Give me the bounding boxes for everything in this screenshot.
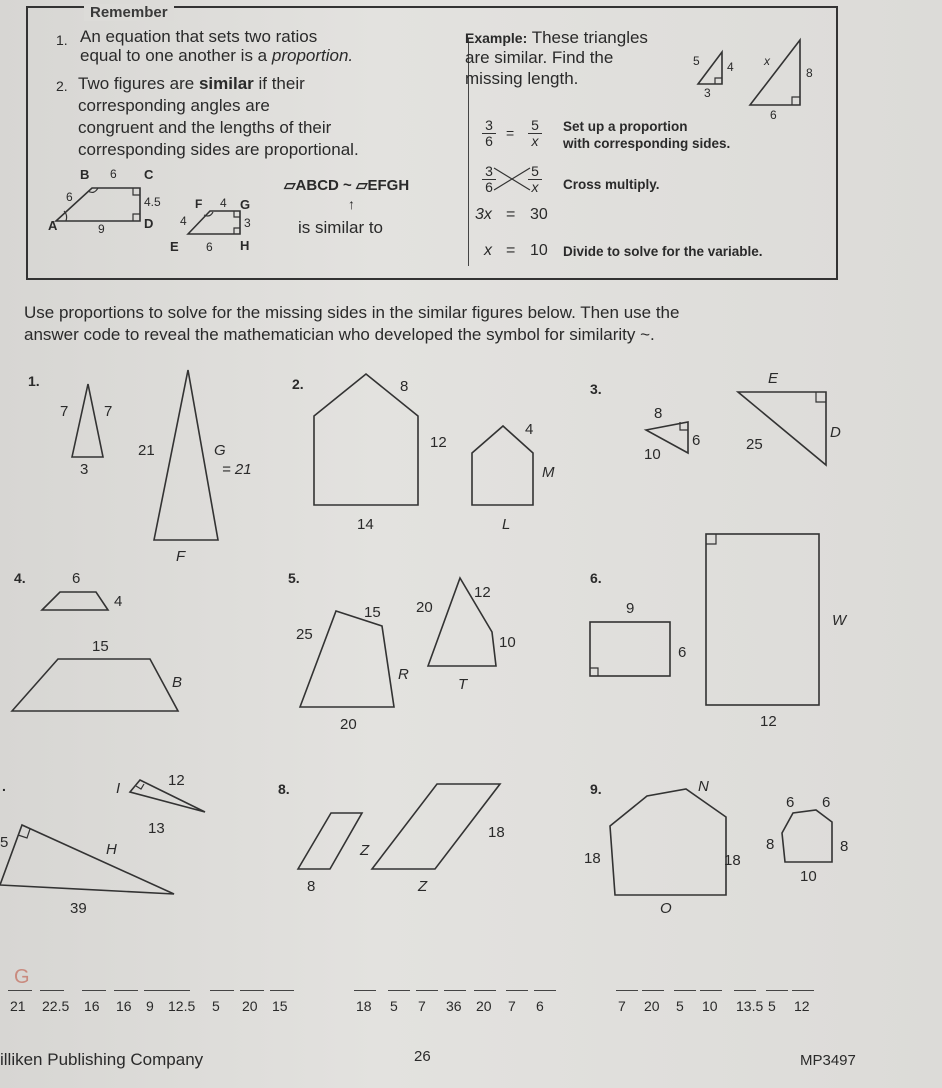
p9-label-e: 6	[786, 794, 795, 811]
p8-label-z-large: Z	[418, 878, 428, 895]
p6-large-rectangle	[706, 534, 819, 705]
answer-code-value: 15	[272, 998, 288, 1014]
example-tri2-a: x	[764, 54, 770, 68]
similarity-statement: ▱ABCD ~ ▱EFGH	[284, 177, 410, 194]
step1-a-denominator: 6	[482, 133, 496, 149]
item2-number: 2.	[56, 78, 68, 94]
p9-label-c: 18	[724, 852, 741, 869]
p2-label-l: L	[502, 516, 511, 533]
answer-blank	[700, 990, 722, 992]
example-line3: missing length.	[465, 69, 579, 88]
step3-right: 30	[530, 206, 548, 223]
p1-label-g: G	[214, 442, 226, 459]
p5-label-e: 12	[474, 584, 491, 601]
p9-label-g: 8	[766, 836, 775, 853]
p1-small-triangle	[72, 384, 103, 457]
p9-large-pentagon	[610, 789, 726, 895]
example-tri1-b: 4	[727, 60, 734, 74]
label-abcd-top: 6	[110, 167, 117, 181]
example-tri2-b: 8	[806, 66, 813, 80]
answer-blank	[506, 990, 528, 992]
step4-left: x	[484, 242, 492, 259]
label-abcd-right: 4.5	[144, 195, 161, 209]
p9-label-n: N	[698, 778, 709, 795]
p4-label-bvar: B	[172, 674, 183, 691]
p4-small-trapezoid	[42, 592, 108, 610]
label-efgh-top: 4	[220, 196, 227, 210]
label-c: C	[144, 167, 154, 182]
answer-blank	[616, 990, 638, 992]
example-triangle-small	[698, 52, 722, 84]
p8-large-parallelogram	[372, 784, 500, 869]
p6-label-a: 9	[626, 600, 635, 617]
item2-text-a: Two figures are	[78, 74, 199, 93]
answer-blank	[792, 990, 814, 992]
answer-code-value: 20	[242, 998, 258, 1014]
p9-small-pentagon	[782, 810, 832, 862]
label-g: G	[240, 197, 251, 212]
answer-blank	[114, 990, 138, 992]
step1-a-numerator: 3	[485, 117, 493, 133]
label-b: B	[80, 167, 90, 182]
answer-code-value: 5	[676, 998, 684, 1014]
answer-code-value: 13.5	[736, 998, 764, 1014]
answer-code-value: 7	[418, 998, 426, 1014]
answer-code-value: 9	[146, 998, 154, 1014]
p8-label-a: 18	[488, 824, 505, 841]
label-efgh-bottom: 6	[206, 240, 213, 254]
right-angle-d	[133, 214, 140, 221]
item2-line2: corresponding angles are	[78, 96, 270, 115]
similarity-arrow: ↑	[348, 196, 355, 212]
p3-label-e: E	[768, 370, 779, 387]
answer-code-value: 6	[536, 998, 544, 1014]
answer-blank	[354, 990, 376, 992]
example-line1-text: These triangles	[531, 28, 648, 47]
p3-label-25: 25	[746, 436, 763, 453]
answer-code-value: 16	[84, 998, 100, 1014]
p9-label-b: 18	[584, 850, 601, 867]
remember-title: Remember	[84, 4, 174, 21]
problem-2-number: 2.	[292, 376, 304, 392]
footer-publisher: illiken Publishing Company	[0, 1050, 204, 1069]
p8-label-c: 8	[307, 878, 316, 895]
label-abcd-left: 6	[66, 190, 73, 204]
p1-label-c: 3	[80, 461, 89, 478]
answer-code-value: 10	[702, 998, 718, 1014]
p5-label-b: 25	[296, 626, 313, 643]
answer-blank	[642, 990, 664, 992]
p5-label-t: T	[458, 676, 468, 693]
footer-code: MP3497	[800, 1052, 856, 1069]
problem-6-number: 6.	[590, 570, 602, 586]
p3-large-triangle	[738, 392, 826, 465]
example-triangle-large	[750, 40, 800, 105]
answer-blank	[40, 990, 64, 992]
p2-small-pentagon	[472, 426, 533, 505]
p5-label-r: R	[398, 666, 409, 683]
answer-code-value: 21	[10, 998, 26, 1014]
p3-large-right-angle	[816, 392, 826, 402]
step4-equals: =	[506, 242, 516, 259]
right-angle-h	[234, 228, 240, 234]
p5-label-f: 10	[499, 634, 516, 651]
answer-code-value: 16	[116, 998, 132, 1014]
p1-label-a: 7	[60, 403, 69, 420]
p5-label-a: 15	[364, 604, 381, 621]
label-efgh-left: 4	[180, 214, 187, 228]
answer-code-value: 18	[356, 998, 372, 1014]
p2-label-m: M	[542, 464, 555, 481]
problem-4-number: 4.	[14, 570, 26, 586]
example-label: Example:	[465, 30, 528, 46]
p3-label-d: D	[830, 424, 841, 441]
p1-label-g-value: = 21	[222, 461, 252, 478]
item1-line1: An equation that sets two ratios	[80, 27, 318, 46]
instructions-line1: Use proportions to solve for the missing sides in the similar figures below. Then use the	[24, 303, 680, 322]
p2-label-d: 4	[525, 421, 534, 438]
p4-large-trapezoid	[12, 659, 178, 711]
label-a: A	[48, 218, 58, 233]
p6-small-rectangle	[590, 622, 670, 676]
step4-right: 10	[530, 242, 548, 259]
p4-label-a: 6	[72, 570, 81, 587]
problem-1-number: 1.	[28, 373, 40, 389]
answer-blank	[210, 990, 234, 992]
p8-small-parallelogram	[298, 813, 362, 869]
answer-code-value: 12.5	[168, 998, 196, 1014]
answer-blank	[82, 990, 106, 992]
p2-label-c: 14	[357, 516, 374, 533]
p7-label-b: 12	[168, 772, 185, 789]
step1-b-numerator: 5	[531, 117, 539, 133]
label-efgh-right: 3	[244, 216, 251, 230]
answer-blank	[766, 990, 788, 992]
answer-code-value: 5	[390, 998, 398, 1014]
p5-label-d: 20	[416, 599, 433, 616]
p2-label-a: 8	[400, 378, 409, 395]
step4-note: Divide to solve for the variable.	[563, 244, 763, 259]
step2-b-numerator: 5	[531, 163, 539, 179]
p6-small-right-angle	[590, 668, 598, 676]
p7-label-h: H	[106, 841, 117, 858]
answer-code-value: 22.5	[42, 998, 70, 1014]
p1-label-b: 7	[104, 403, 113, 420]
answer-filled-letter: G	[14, 966, 30, 988]
answer-blank	[270, 990, 294, 992]
p1-label-f: F	[176, 548, 186, 565]
step1-equals: =	[506, 125, 515, 141]
step1-note1: Set up a proportion	[563, 119, 688, 134]
p4-label-c: 15	[92, 638, 109, 655]
answer-blank	[8, 990, 32, 992]
problem-3-number: 3.	[590, 381, 602, 397]
p6-label-d: 12	[760, 713, 777, 730]
p9-label-i: 10	[800, 868, 817, 885]
answer-blank	[388, 990, 410, 992]
p7-small-right-angle	[136, 784, 144, 789]
item2-line4: corresponding sides are proportional.	[78, 140, 359, 159]
step1-note2: with corresponding sides.	[563, 136, 731, 151]
answer-blank	[674, 990, 696, 992]
problem-7-number: .	[2, 778, 6, 794]
p3-label-c: 10	[644, 446, 661, 463]
answer-blank	[474, 990, 496, 992]
item1-number: 1.	[56, 32, 68, 48]
answer-code-value: 20	[476, 998, 492, 1014]
right-angle-c	[133, 188, 140, 195]
answer-blank	[144, 990, 168, 992]
answer-blank	[240, 990, 264, 992]
p3-label-a: 8	[654, 405, 663, 422]
problem-8-number: 8.	[278, 781, 290, 797]
p7-label-c: 13	[148, 820, 165, 837]
p6-label-w: W	[832, 612, 847, 629]
problem-5-number: 5.	[288, 570, 300, 586]
answer-code-value: 5	[212, 998, 220, 1014]
example-tri2-c: 6	[770, 108, 777, 122]
answer-blank	[416, 990, 438, 992]
answer-blank	[734, 990, 756, 992]
answer-code-value: 36	[446, 998, 462, 1014]
p1-label-d: 21	[138, 442, 155, 459]
example-tri1-a: 5	[693, 54, 700, 68]
p7-label-i: I	[116, 780, 121, 797]
step2-note: Cross multiply.	[563, 177, 660, 192]
p3-label-b: 6	[692, 432, 701, 449]
label-f: F	[195, 197, 203, 211]
instructions	[24, 302, 679, 346]
p1-large-triangle	[154, 370, 218, 540]
step3-left: 3x	[475, 206, 492, 223]
example-large-right-angle	[792, 97, 800, 105]
step3-equals: =	[506, 206, 516, 223]
parallelogram-efgh	[188, 211, 240, 234]
item2-text-c: if their	[253, 74, 305, 93]
label-d: D	[144, 216, 154, 231]
p7-label-f: 5	[0, 834, 9, 851]
example-line2: are similar. Find the	[465, 48, 614, 67]
p6-large-right-angle	[706, 534, 716, 544]
answer-blank	[444, 990, 466, 992]
label-e: E	[170, 239, 179, 254]
instructions-line2: answer code to reveal the mathematician who developed the symbol for similarity ~.	[24, 325, 655, 344]
item2-line3: congruent and the lengths of their	[78, 118, 332, 137]
item1-line2-text: equal to one another is a	[80, 46, 272, 65]
item2-similar-word: similar	[198, 74, 254, 93]
step1-b-denominator: x	[528, 133, 542, 149]
answer-code-value: 5	[768, 998, 776, 1014]
answer-blank	[166, 990, 190, 992]
p6-label-b: 6	[678, 644, 687, 661]
example-small-right-angle	[715, 78, 722, 84]
answer-code-value: 7	[508, 998, 516, 1014]
item1-proportion-word: proportion.	[271, 46, 354, 65]
label-abcd-bottom: 9	[98, 222, 105, 236]
answer-code-value: 12	[794, 998, 810, 1014]
answer-blank	[534, 990, 556, 992]
p5-label-c: 20	[340, 716, 357, 733]
step2-a-denominator: 6	[482, 179, 496, 195]
is-similar-to: is similar to	[298, 218, 384, 237]
p7-label-e: 39	[70, 900, 87, 917]
p8-label-z-small: Z	[360, 842, 370, 859]
problem-9-number: 9.	[590, 781, 602, 797]
p9-label-h: 8	[840, 838, 849, 855]
example-tri1-c: 3	[704, 86, 711, 100]
step2-a-numerator: 3	[485, 163, 493, 179]
p2-label-b: 12	[430, 434, 447, 451]
p9-label-o: O	[660, 900, 672, 917]
p9-label-f: 6	[822, 794, 831, 811]
p5-large-quadrilateral	[300, 611, 394, 707]
step2-b-denominator: x	[528, 179, 542, 195]
p4-label-b: 4	[114, 593, 123, 610]
label-h: H	[240, 238, 250, 253]
answer-code-value: 7	[618, 998, 626, 1014]
footer-page-number: 26	[414, 1048, 431, 1065]
answer-code-value: 20	[644, 998, 660, 1014]
